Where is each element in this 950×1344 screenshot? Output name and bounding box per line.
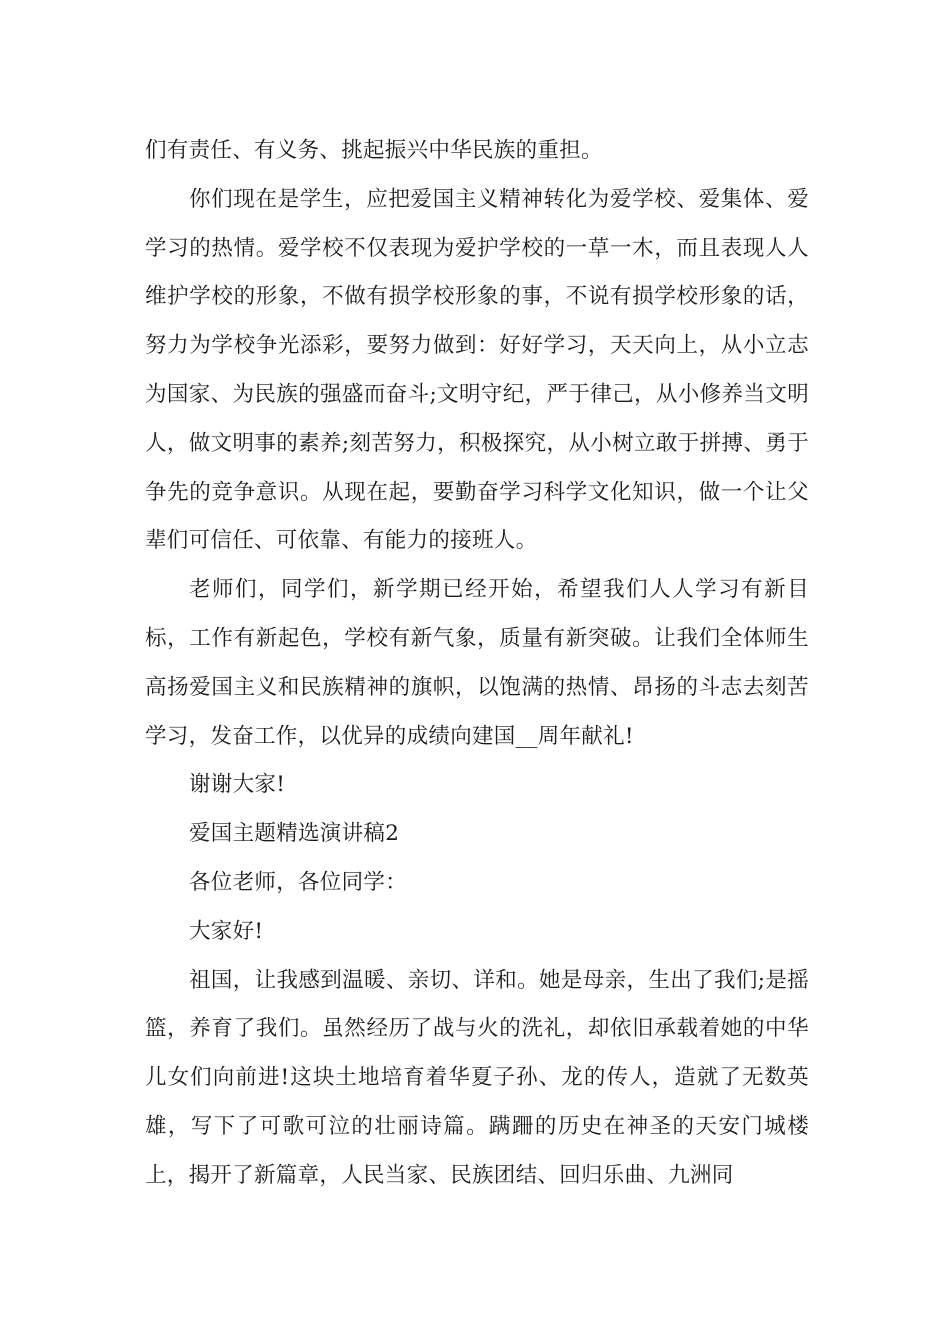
section-title: 爱国主题精选演讲稿2 [189, 821, 400, 847]
document-body [145, 127, 809, 1201]
paragraph-3: 老师们，同学们，新学期已经开始，希望我们人人学习有新目标，工作有新起色，学校有新气象，质量有新突破。让我们全体师生高扬爱国主义和民族精神的旗帜，以饱满的热情、昂扬的斗志去刻苦学习，发奋工作，以优异的成绩向建国__周年献礼! [145, 577, 809, 749]
paragraph-1: 们有责任、有义务、挑起振兴中华民族的重担。 [145, 138, 603, 163]
salutation: 各位老师，各位同学： [189, 869, 408, 895]
paragraph-8: 祖国，让我感到温暖、亲切、详和。她是母亲，生出了我们;是摇篮，养育了我们。虽然经历了战与火的洗礼，却依旧承载着她的中华儿女们向前进!这块土地培育着华夏子孙、龙的传人，造就了无数英雄，写下了可歌可泣的壮丽诗篇。蹒跚的历史在神圣的天安门城楼上，揭开了新篇章，人民当家、民族团结、回归乐曲、九洲同 [145, 967, 809, 1188]
paragraph-4: 谢谢大家! [189, 772, 286, 798]
paragraph-2: 你们现在是学生，应把爱国主义精神转化为爱学校、爱集体、爱学习的热情。爱学校不仅表现为爱护学校的一草一木，而且表现人人维护学校的形象，不做有损学校形象的事，不说有损学校形象的话，努力为学校争光添彩，要努力做到：好好学习，天天向上，从小立志为国家、为民族的强盛而奋斗;文明守纪，严于律己，从小修养当文明人，做文明事的素养;刻苦努力，积极探究，从小树立敢于拼搏、勇于争先的竞争意识。从现在起，要勤奋学习科学文化知识，做一个让父辈们可信任、可依靠、有能力的接班人。 [145, 186, 809, 554]
greeting: 大家好! [189, 918, 264, 944]
